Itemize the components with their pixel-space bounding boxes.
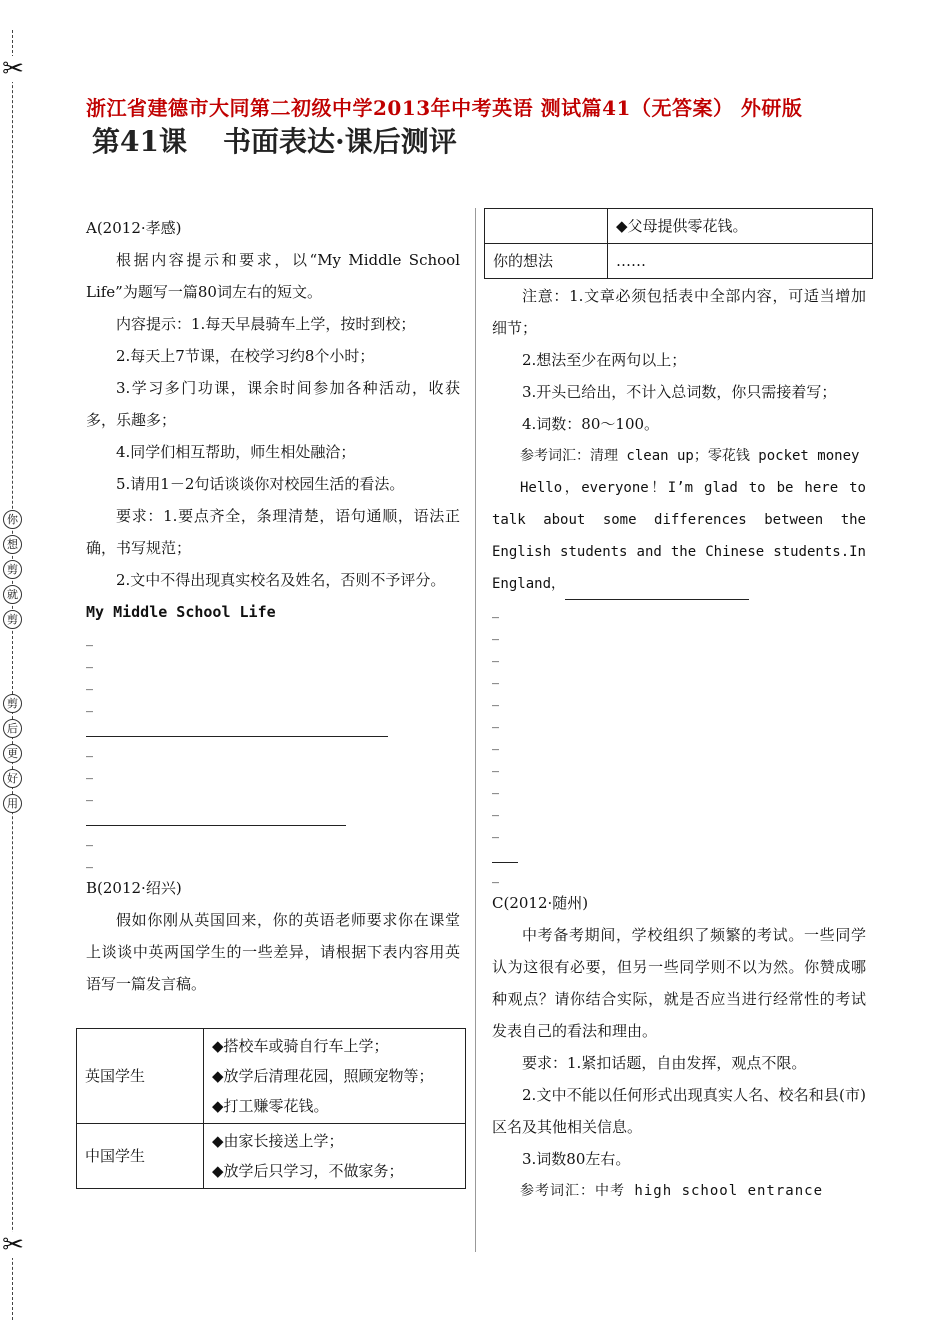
lesson-title: 书面表达·课后测评 [222,125,457,158]
section-a-hint: 内容提示：1.每天早晨骑车上学，按时到校； [116,315,416,333]
section-c-requirement: 要求：1.紧扣话题，自由发挥，观点不限。 [522,1054,807,1072]
section-c-requirement: 3.词数80左右。 [522,1150,631,1168]
writing-area-a[interactable] [86,628,460,872]
section-a-requirement: 2.文中不得出现真实校名及姓名，否则不予评分。 [116,571,446,589]
blank-line: _ [492,823,499,839]
section-c-requirement: 2.文中不能以任何形式出现真实人名、校名和县(市)区名及其他相关信息。 [492,1086,866,1136]
blank-line: _ [492,868,499,884]
blank-line: _ [86,853,93,869]
blank-line: _ [492,735,499,751]
section-b-intro: 假如你刚从英国回来，你的英语老师要求你在课堂上谈谈中英两国学生的一些差异，请根据下表内容用英语写一篇发言稿。 [86,911,460,993]
cut-hint-char: 剪 [3,610,22,629]
section-b-opening: Hello，everyone！I’m glad to be here to talk about some differences between the English students and the Chinese students.In England， [492,472,866,600]
table-row-content: …… [608,244,873,279]
blank-line [492,842,518,863]
writing-area-b[interactable] [492,600,866,887]
lesson-number: 第41课 [92,125,187,158]
section-a-source: A(2012·孝感) [86,219,182,237]
blank-line: _ [492,625,499,641]
essay-title: My Middle School Life [86,603,276,621]
table-row-content: ◆父母提供零花钱。 [608,209,873,244]
section-c-vocab: 参考词汇：中考 high school entrance [520,1183,824,1199]
table-row-label: 中国学生 [77,1124,204,1189]
cut-hint-char: 后 [3,719,22,738]
table-row [77,1029,466,1124]
blank-line: _ [492,801,499,817]
lesson-heading [92,120,457,160]
cut-hint-char: 想 [3,535,22,554]
blank-line: _ [492,669,499,685]
section-b-source: B(2012·绍兴) [86,879,182,897]
cut-hint-char: 就 [3,585,22,604]
blank-line: _ [492,779,499,795]
section-a-intro: 根据内容提示和要求，以“My Middle School Life”为题写一篇80词左右的短文。 [86,251,460,301]
blank-line: _ [86,831,93,847]
section-c-intro: 中考备考期间，学校组织了频繁的考试。一些同学认为这很有必要，但另一些同学则不以为然。你赞成哪种观点？请你结合实际，就是否应当进行经常性的考试发表自己的看法和理由。 [492,926,866,1040]
blank-line [86,805,346,826]
column-divider [475,208,476,1252]
table-row-label: 英国学生 [77,1029,204,1124]
blank-line: _ [86,786,93,802]
blank-line: _ [86,764,93,780]
section-c-source: C(2012·随州) [492,894,589,912]
blank-line: _ [86,631,93,647]
cut-hint-char: 剪 [3,694,22,713]
blank-line: _ [86,653,93,669]
table-row [77,1124,466,1189]
blank-line: _ [492,691,499,707]
scissors-icon: ✂ [2,54,24,84]
section-a-hint: 5.请用1－2句话谈谈你对校园生活的看法。 [116,475,405,493]
section-a-hint: 3.学习多门功课，课余时间参加各种活动，收获多，乐趣多； [86,379,460,429]
blank-line: _ [86,675,93,691]
left-column [86,212,460,1000]
blank-line: _ [492,603,499,619]
cut-hint-char: 更 [3,744,22,763]
cut-line [12,30,13,1320]
section-b-note: 2.想法至少在两句以上； [522,351,687,369]
scissors-icon: ✂ [2,1230,24,1260]
comparison-table-continued [484,208,873,279]
blank-line: _ [492,647,499,663]
section-b-vocab: 参考词汇：清理 clean up；零花钱 pocket money [520,448,860,464]
blank-line [86,716,388,737]
document-title: 浙江省建德市大同第二初级中学2013年中考英语 测试篇41（无答案） 外研版 [86,96,803,120]
table-row-content: ◆搭校车或骑自行车上学； ◆放学后清理花园，照顾宠物等； ◆打工赚零花钱。 [204,1029,466,1124]
table-row [485,209,873,244]
blank-line: _ [492,757,499,773]
section-b-note: 3.开头已给出，不计入总词数，你只需接着写； [522,383,837,401]
table-row-content: ◆由家长接送上学； ◆放学后只学习，不做家务； [204,1124,466,1189]
cut-hint-char: 你 [3,510,22,529]
table-row-label [485,209,608,244]
cut-hint-char: 剪 [3,560,22,579]
table-row-label: 你的想法 [485,244,608,279]
cut-hint-char: 好 [3,769,22,788]
section-b-note: 4.词数：80～100。 [522,415,660,433]
table-row [485,244,873,279]
blank-line: _ [492,713,499,729]
cut-hint-char: 用 [3,794,22,813]
comparison-table [76,1028,466,1189]
blank-line: _ [86,742,93,758]
section-b-note: 注意：1.文章必须包括表中全部内容，可适当增加细节； [492,287,866,337]
section-a-hint: 4.同学们相互帮助，师生相处融洽； [116,443,356,461]
right-column [492,280,866,1207]
section-a-requirement: 要求：1.要点齐全，条理清楚，语句通顺，语法正确，书写规范； [86,507,460,557]
blank-line: _ [86,697,93,713]
section-a-hint: 2.每天上7节课，在校学习约8个小时； [116,347,375,365]
